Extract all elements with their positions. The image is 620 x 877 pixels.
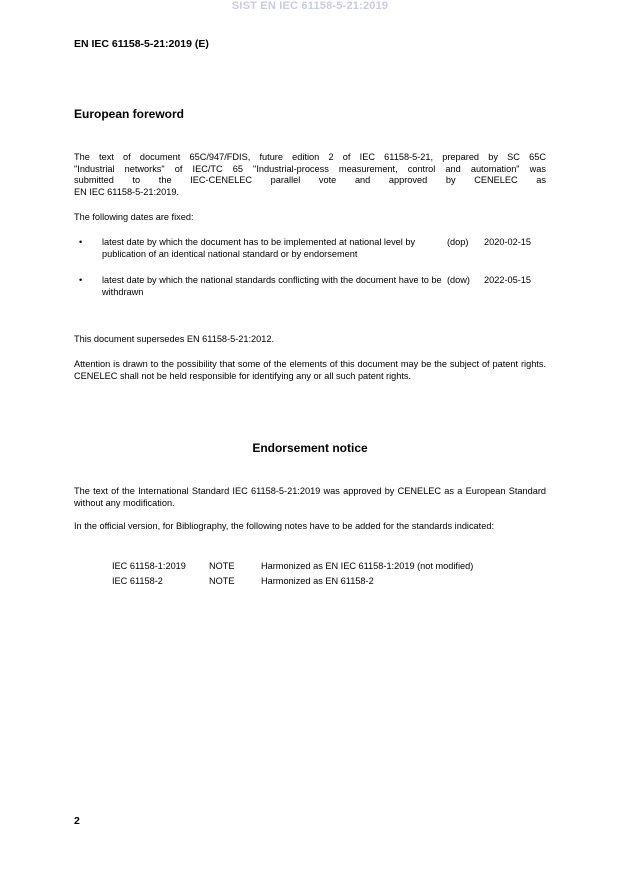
note-text: Harmonized as EN IEC 61158-1:2019 (not modified) — [261, 561, 474, 571]
foreword-intro-line-2: "Industrial networks" of IEC/TC 65 "Industrial-process measurement, control and automation" was — [74, 163, 546, 174]
foreword-intro — [74, 152, 546, 198]
note-standard: IEC 61158-1:2019 — [112, 561, 186, 571]
note-standard: IEC 61158-2 — [112, 576, 163, 586]
note-label: NOTE — [209, 576, 235, 586]
dates-intro: The following dates are fixed: — [74, 212, 194, 222]
endorsement-text: The text of the International Standard IEC 61158-5-21:2019 was approved by CENELEC as a European Standard without any modification. — [74, 486, 546, 508]
date-abbreviation: (dop) — [447, 237, 469, 247]
bullet-icon: • — [79, 275, 83, 285]
foreword-heading: European foreword — [74, 107, 185, 121]
endorsement-heading: Endorsement notice — [252, 441, 368, 455]
bullet-icon: • — [79, 237, 83, 247]
date-abbreviation: (dow) — [447, 275, 470, 285]
patent-attention: Attention is drawn to the possibility that some of the elements of this document may be the subject of patent rights. CENELEC shall not be held responsible for identifying any or all such patent rights. — [74, 359, 546, 381]
document-id-header: EN IEC 61158-5-21:2019 (E) — [74, 38, 209, 50]
official-version-note: In the official version, for Bibliography, the following notes have to be added for the standards indicated: — [74, 521, 494, 531]
date-value: 2020-02-15 — [484, 237, 531, 247]
date-description: latest date by which the national standards conflicting with the document have to be withdrawn — [102, 275, 442, 297]
foreword-intro-line-1: The text of document 65C/947/FDIS, future edition 2 of IEC 61158-5-21, prepared by SC 65C — [74, 152, 546, 162]
supersedes-statement: This document supersedes EN 61158-5-21:2012. — [74, 334, 275, 344]
foreword-intro-line-4: EN IEC 61158-5-21:2019. — [74, 186, 180, 197]
foreword-intro-line-3: submitted to the IEC-CENELEC parallel vote and approved by CENELEC as — [74, 175, 546, 186]
page-number: 2 — [74, 815, 80, 827]
date-value: 2022-05-15 — [484, 275, 531, 285]
watermark: SIST EN IEC 61158-5-21:2019 — [231, 0, 389, 12]
note-label: NOTE — [209, 561, 235, 571]
note-text: Harmonized as EN 61158-2 — [261, 576, 374, 586]
date-description: latest date by which the document has to be implemented at national level by publication of an identical national standard or by endorsement — [102, 237, 416, 259]
